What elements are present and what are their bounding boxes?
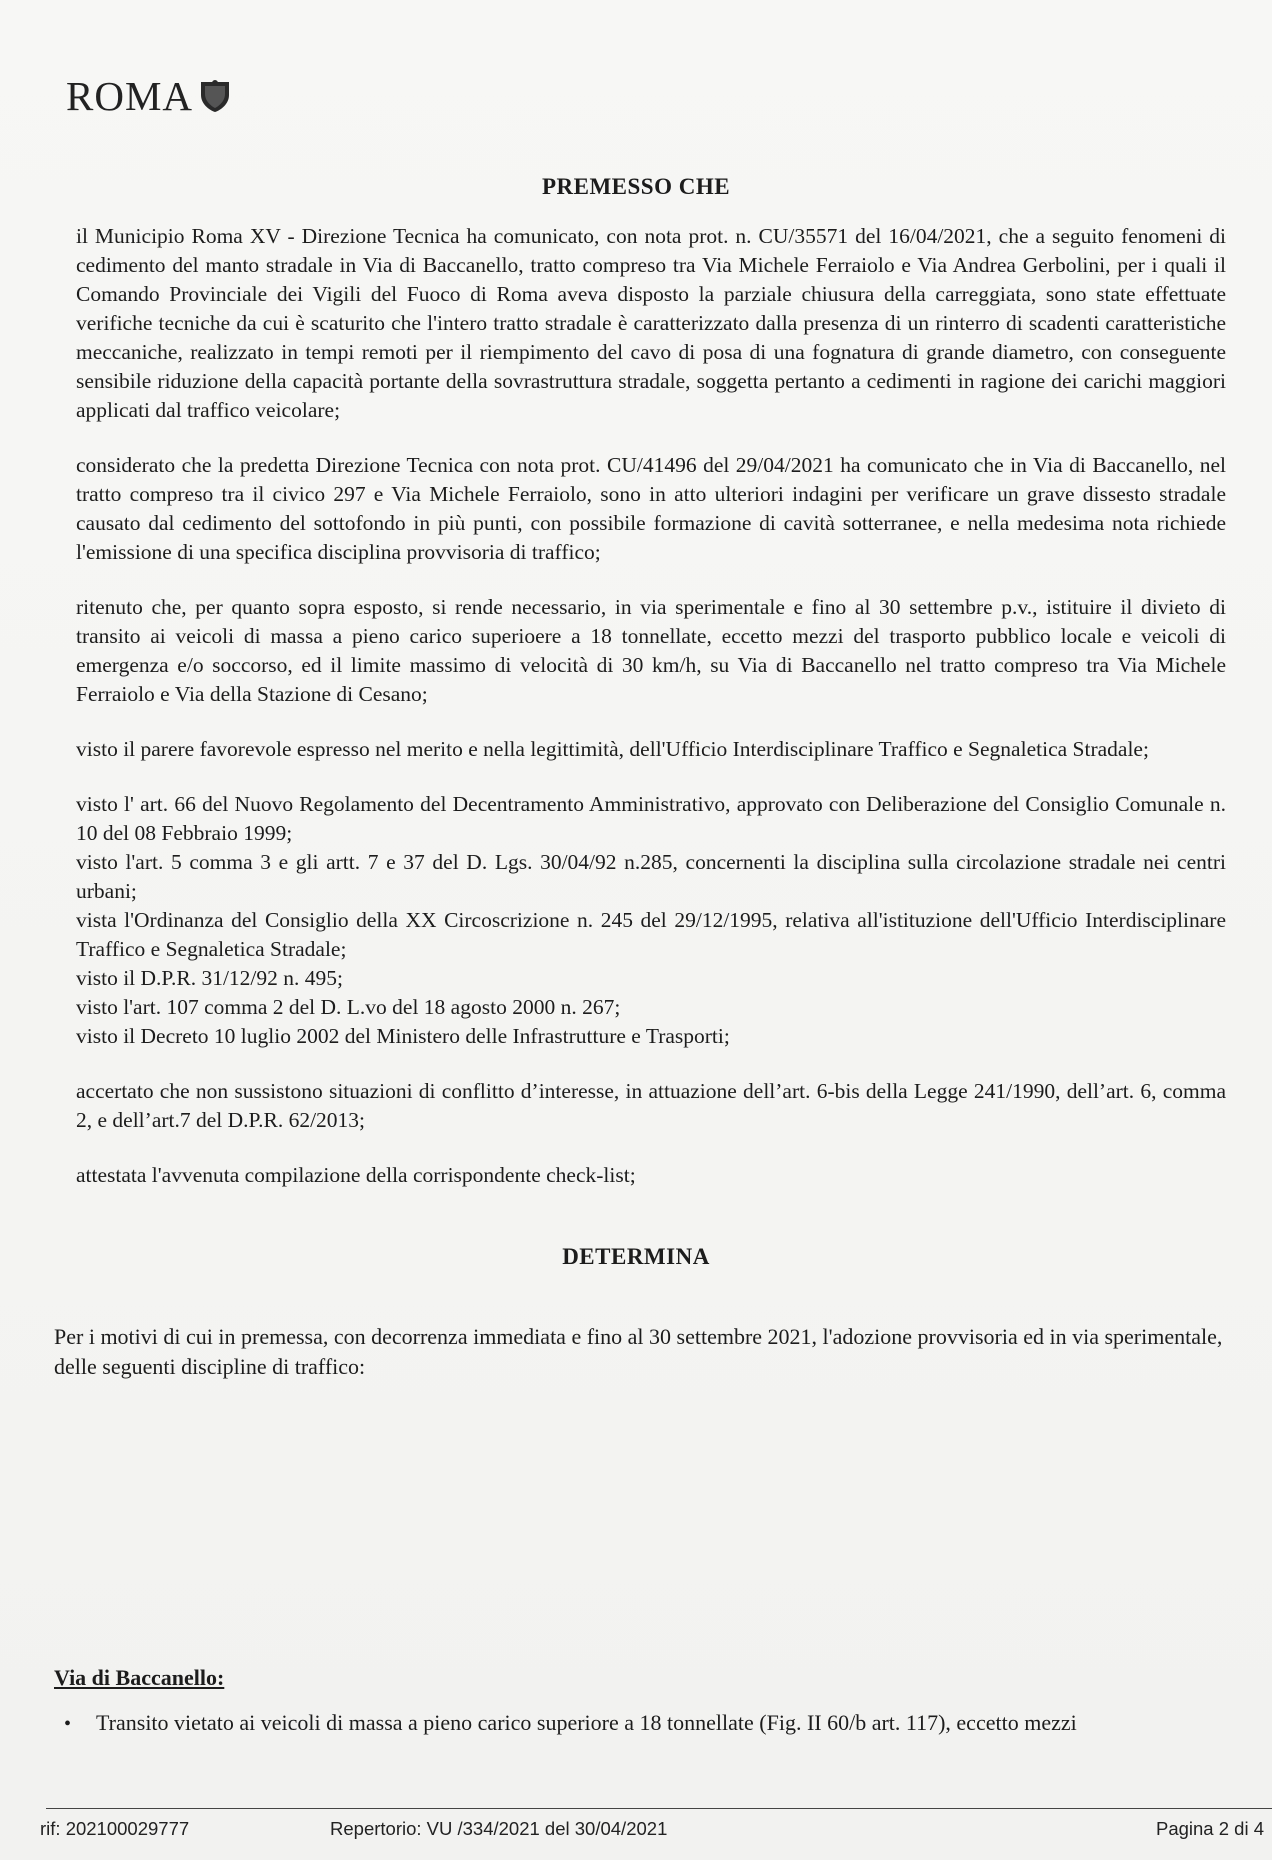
visto-block — [76, 790, 1226, 1051]
footer-repertorio: Repertorio: VU /334/2021 del 30/04/2021 — [330, 1818, 668, 1839]
visto-item: visto il D.P.R. 31/12/92 n. 495; — [76, 966, 343, 990]
paragraph-municipio: il Municipio Roma XV - Direzione Tecnica ha comunicato, con nota prot. n. CU/35571 del 16/04/2021, che a seguito fenomeni di cedimento del manto stradale in Via di Baccanello, tratto compreso tra Via Michele Ferraiolo e Via Andrea Gerbolini, per i quali il Comando Provinciale dei Vigili del Fuoco di Roma aveva disposto la parziale chiusura della carreggiata, sono state effettuate verifiche tecniche da cui è scaturito che l'intero tratto stradale è caratterizzato dalla presenza di un rinterro di scadenti caratteristiche meccaniche, realizzato in tempi remoti per il riempimento del cavo di posa di una fognatura di grande diametro, con conseguente sensibile riduzione della capacità portante della sovrastruttura stradale, soggetta pertanto a cedimenti in ragione dei carichi maggiori applicati dal traffico veicolare; — [76, 224, 1226, 422]
roma-logo — [66, 72, 231, 120]
paragraph-attestata: attestata l'avvenuta compilazione della corrispondente check-list; — [76, 1163, 636, 1187]
visto-item: visto l' art. 66 del Nuovo Regolamento del Decentramento Amministrativo, approvato con Deliberazione del Consiglio Comunale n. 10 del 08 Febbraio 1999; — [76, 792, 1226, 845]
premesso-title: PREMESSO CHE — [541, 174, 731, 199]
visto-item: visto il Decreto 10 luglio 2002 del Ministero delle Infrastrutture e Trasporti; — [76, 1024, 730, 1048]
footer-page-number: Pagina 2 di 4 — [1155, 1818, 1264, 1839]
determina-intro-text: Per i motivi di cui in premessa, con decorrenza immediata e fino al 30 settembre 2021, l'adozione provvisoria ed in via sperimentale, delle seguenti discipline di traffico: — [54, 1324, 1223, 1379]
visto-item: visto l'art. 5 comma 3 e gli artt. 7 e 37 del D. Lgs. 30/04/92 n.285, concernenti la disciplina sulla circolazione stradale nei centri urbani; — [76, 850, 1226, 903]
determina-title: DETERMINA — [562, 1244, 710, 1269]
paragraph-considerato: considerato che la predetta Direzione Tecnica con nota prot. CU/41496 del 29/04/2021 ha comunicato che in Via di Baccanello, nel tratto compreso tra il civico 297 e Via Michele Ferraiolo, sono in atto ulteriori indagini per verificare un grave dissesto stradale causato dal cedimento del sottofondo in più punti, con possibile formazione di cavità sotterranee, e nella medesima nota richiede l'emissione di una specifica disciplina provvisoria di traffico; — [76, 453, 1226, 564]
visto-item: visto l'art. 107 comma 2 del D. L.vo del 18 agosto 2000 n. 267; — [76, 995, 621, 1019]
section-via-baccanello: Via di Baccanello: — [54, 1665, 225, 1690]
visto-item: vista l'Ordinanza del Consiglio della XX Circoscrizione n. 245 del 29/12/1995, relativa all'istituzione dell'Ufficio Interdisciplinare Traffico e Segnaletica Stradale; — [76, 908, 1226, 961]
paragraph-ritenuto: ritenuto che, per quanto sopra esposto, si rende necessario, in via sperimentale e fino al 30 settembre p.v., istituire il divieto di transito ai veicoli di massa a pieno carico superioere a 18 tonnellate, eccetto mezzi del trasporto pubblico locale e veicoli di emergenza e/o soccorso, ed il limite massimo di velocità di 30 km/h, su Via di Baccanello nel tratto compreso tra Via Michele Ferraiolo e Via della Stazione di Cesano; — [76, 595, 1226, 706]
bullet-icon: • — [64, 1713, 72, 1735]
logo-text: ROMA — [66, 73, 194, 119]
list-item — [64, 1708, 1272, 1739]
list-item-text: Transito vietato ai veicoli di massa a pieno carico superiore a 18 tonnellate (Fig. II 60/b art. 117), eccetto mezzi — [96, 1710, 1077, 1735]
footer-divider — [46, 1808, 1272, 1809]
roma-shield-icon — [199, 79, 231, 113]
paragraph-accertato: accertato che non sussistono situazioni di conflitto d’interesse, in attuazione dell’art. 6-bis della Legge 241/1990, dell’art. 6, comma 2, e dell’art.7 del D.P.R. 62/2013; — [76, 1079, 1226, 1132]
premesso-body — [76, 222, 1226, 1190]
determina-intro — [54, 1322, 1266, 1382]
footer-rif: rif: 202100029777 — [40, 1818, 190, 1839]
paragraph-visto-parere: visto il parere favorevole espresso nel merito e nella legittimità, dell'Ufficio Interdisciplinare Traffico e Segnaletica Stradale; — [76, 737, 1149, 761]
